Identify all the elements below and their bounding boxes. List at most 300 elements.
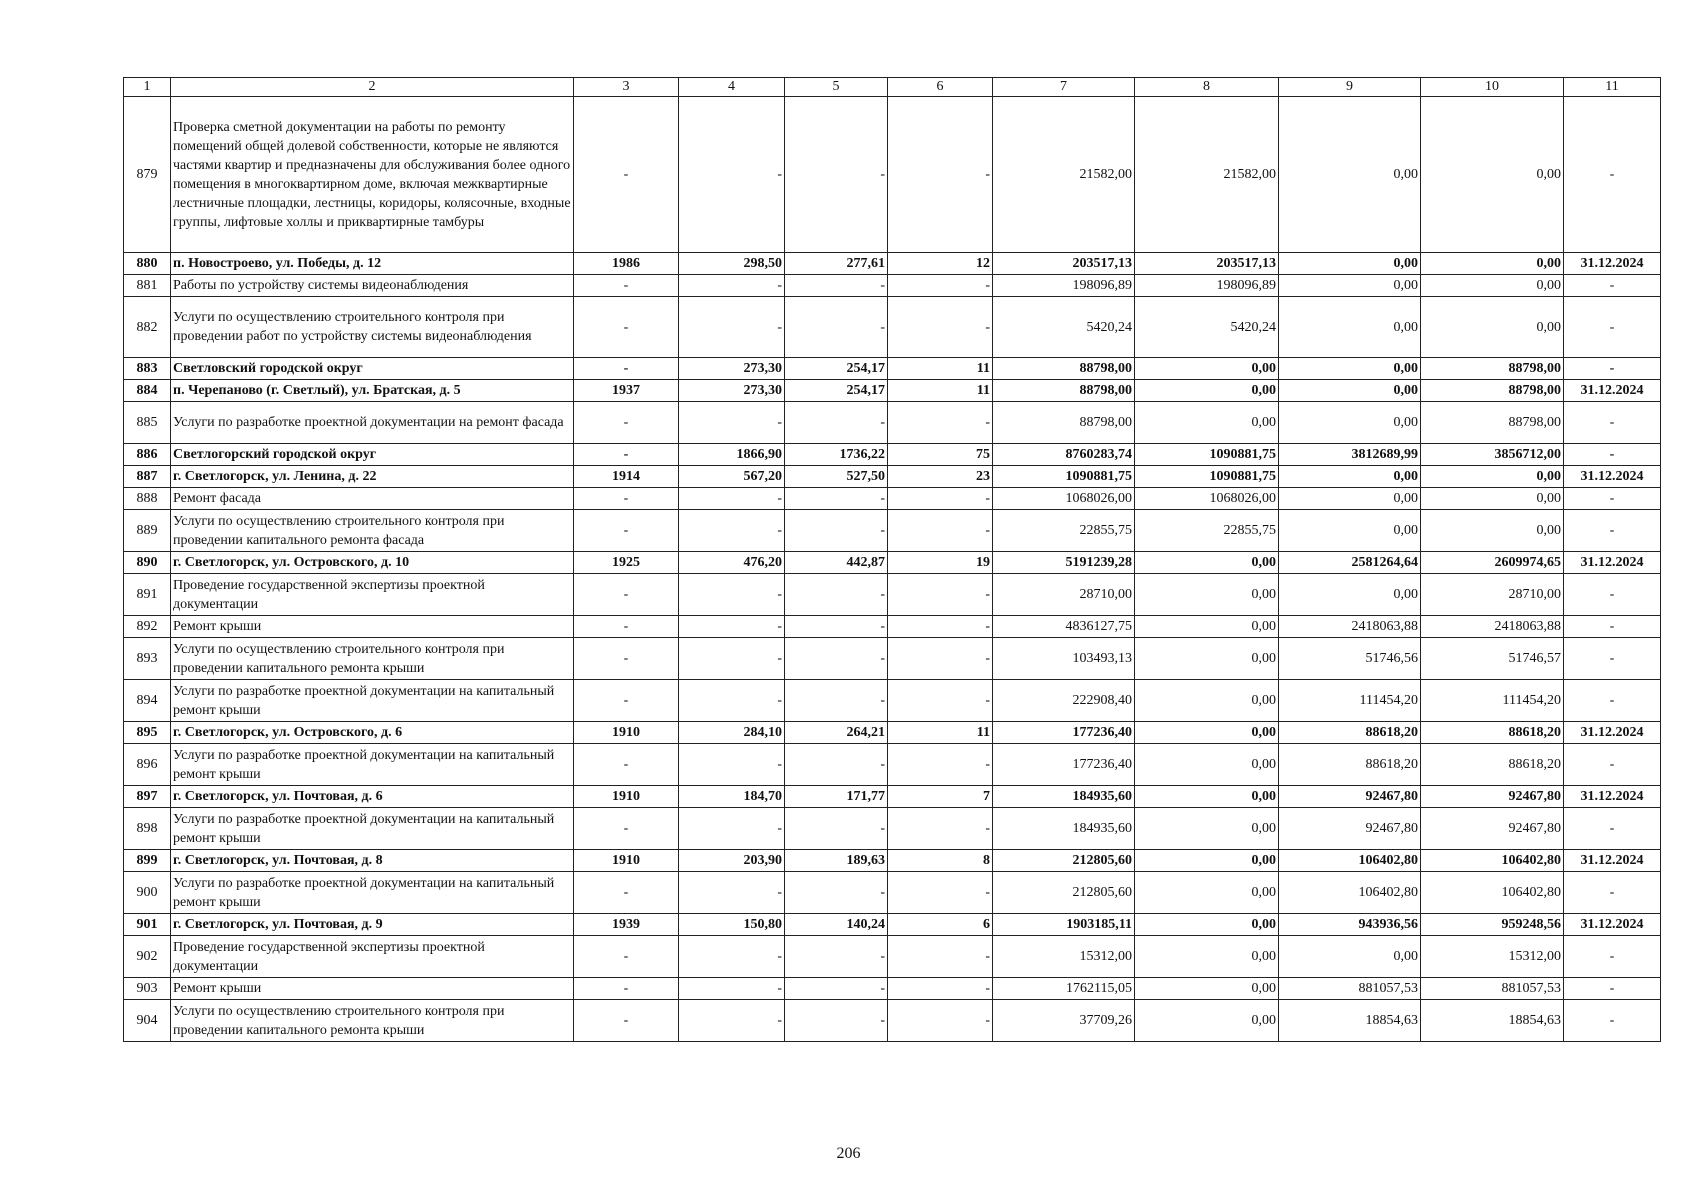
row-number-cell: 902 bbox=[124, 936, 171, 978]
cost-col9-cell: 18854,63 bbox=[1279, 1000, 1421, 1042]
deadline-cell: 31.12.2024 bbox=[1564, 380, 1661, 402]
deadline-cell: - bbox=[1564, 680, 1661, 722]
area-total-cell: 184,70 bbox=[679, 786, 785, 808]
cost-total-cell: 177236,40 bbox=[993, 744, 1135, 786]
residents-cell: - bbox=[888, 97, 993, 253]
area-total-cell: - bbox=[679, 402, 785, 444]
cost-col9-cell: 0,00 bbox=[1279, 936, 1421, 978]
deadline-cell: - bbox=[1564, 358, 1661, 380]
cost-col10-cell: 18854,63 bbox=[1421, 1000, 1564, 1042]
deadline-cell: 31.12.2024 bbox=[1564, 850, 1661, 872]
column-number-header: 10 bbox=[1421, 78, 1564, 97]
cost-col8-cell: 0,00 bbox=[1135, 552, 1279, 574]
description-cell: г. Светлогорск, ул. Островского, д. 6 bbox=[171, 722, 574, 744]
cost-total-cell: 5420,24 bbox=[993, 297, 1135, 358]
area-living-cell: - bbox=[785, 275, 888, 297]
table-row bbox=[124, 380, 1661, 402]
cost-col8-cell: 0,00 bbox=[1135, 786, 1279, 808]
year-cell: - bbox=[574, 616, 679, 638]
area-total-cell: - bbox=[679, 1000, 785, 1042]
residents-cell: - bbox=[888, 488, 993, 510]
cost-col9-cell: 3812689,99 bbox=[1279, 444, 1421, 466]
year-cell: - bbox=[574, 638, 679, 680]
cost-col9-cell: 943936,56 bbox=[1279, 914, 1421, 936]
area-total-cell: 298,50 bbox=[679, 253, 785, 275]
cost-col10-cell: 0,00 bbox=[1421, 510, 1564, 552]
cost-col8-cell: 22855,75 bbox=[1135, 510, 1279, 552]
cost-col10-cell: 2418063,88 bbox=[1421, 616, 1564, 638]
cost-col8-cell: 21582,00 bbox=[1135, 97, 1279, 253]
deadline-cell: - bbox=[1564, 444, 1661, 466]
deadline-cell: 31.12.2024 bbox=[1564, 786, 1661, 808]
cost-col10-cell: 0,00 bbox=[1421, 275, 1564, 297]
cost-col9-cell: 0,00 bbox=[1279, 275, 1421, 297]
cost-col8-cell: 203517,13 bbox=[1135, 253, 1279, 275]
table-row bbox=[124, 786, 1661, 808]
cost-col8-cell: 0,00 bbox=[1135, 722, 1279, 744]
cost-col10-cell: 106402,80 bbox=[1421, 872, 1564, 914]
description-cell: Проведение государственной экспертизы проектной документации bbox=[171, 574, 574, 616]
area-total-cell: - bbox=[679, 808, 785, 850]
description-cell: Услуги по осуществлению строительного контроля при проведении капитального ремонта крыши bbox=[171, 1000, 574, 1042]
residents-cell: - bbox=[888, 744, 993, 786]
area-living-cell: 171,77 bbox=[785, 786, 888, 808]
cost-total-cell: 203517,13 bbox=[993, 253, 1135, 275]
area-living-cell: 527,50 bbox=[785, 466, 888, 488]
description-cell: г. Светлогорск, ул. Почтовая, д. 6 bbox=[171, 786, 574, 808]
table-row bbox=[124, 616, 1661, 638]
area-living-cell: 264,21 bbox=[785, 722, 888, 744]
deadline-cell: - bbox=[1564, 510, 1661, 552]
column-number-header: 4 bbox=[679, 78, 785, 97]
cost-col10-cell: 88798,00 bbox=[1421, 380, 1564, 402]
area-living-cell: - bbox=[785, 616, 888, 638]
deadline-cell: - bbox=[1564, 744, 1661, 786]
row-number-cell: 895 bbox=[124, 722, 171, 744]
row-number-cell: 896 bbox=[124, 744, 171, 786]
area-living-cell: 254,17 bbox=[785, 380, 888, 402]
deadline-cell: 31.12.2024 bbox=[1564, 552, 1661, 574]
area-living-cell: - bbox=[785, 744, 888, 786]
deadline-cell: - bbox=[1564, 808, 1661, 850]
cost-col10-cell: 106402,80 bbox=[1421, 850, 1564, 872]
cost-total-cell: 1090881,75 bbox=[993, 466, 1135, 488]
deadline-cell: 31.12.2024 bbox=[1564, 466, 1661, 488]
column-number-header: 1 bbox=[124, 78, 171, 97]
residents-cell: - bbox=[888, 872, 993, 914]
cost-col10-cell: 0,00 bbox=[1421, 488, 1564, 510]
row-number-cell: 885 bbox=[124, 402, 171, 444]
deadline-cell: - bbox=[1564, 872, 1661, 914]
row-number-cell: 897 bbox=[124, 786, 171, 808]
deadline-cell: - bbox=[1564, 402, 1661, 444]
cost-col10-cell: 0,00 bbox=[1421, 466, 1564, 488]
row-number-cell: 892 bbox=[124, 616, 171, 638]
table-row bbox=[124, 402, 1661, 444]
description-cell: Проведение государственной экспертизы проектной документации bbox=[171, 936, 574, 978]
cost-col10-cell: 88618,20 bbox=[1421, 722, 1564, 744]
description-cell: п. Черепаново (г. Светлый), ул. Братская, д. 5 bbox=[171, 380, 574, 402]
cost-col10-cell: 2609974,65 bbox=[1421, 552, 1564, 574]
cost-total-cell: 4836127,75 bbox=[993, 616, 1135, 638]
deadline-cell: - bbox=[1564, 488, 1661, 510]
residents-cell: 11 bbox=[888, 358, 993, 380]
description-cell: Услуги по разработке проектной документации на ремонт фасада bbox=[171, 402, 574, 444]
cost-col8-cell: 0,00 bbox=[1135, 744, 1279, 786]
row-number-cell: 904 bbox=[124, 1000, 171, 1042]
area-living-cell: - bbox=[785, 297, 888, 358]
cost-col10-cell: 92467,80 bbox=[1421, 808, 1564, 850]
row-number-cell: 901 bbox=[124, 914, 171, 936]
cost-total-cell: 88798,00 bbox=[993, 358, 1135, 380]
area-living-cell: 1736,22 bbox=[785, 444, 888, 466]
residents-cell: 19 bbox=[888, 552, 993, 574]
area-total-cell: - bbox=[679, 275, 785, 297]
cost-col9-cell: 111454,20 bbox=[1279, 680, 1421, 722]
cost-col10-cell: 88798,00 bbox=[1421, 358, 1564, 380]
row-number-cell: 893 bbox=[124, 638, 171, 680]
area-living-cell: - bbox=[785, 97, 888, 253]
year-cell: 1910 bbox=[574, 850, 679, 872]
cost-total-cell: 1068026,00 bbox=[993, 488, 1135, 510]
deadline-cell: - bbox=[1564, 616, 1661, 638]
area-total-cell: 476,20 bbox=[679, 552, 785, 574]
cost-col10-cell: 51746,57 bbox=[1421, 638, 1564, 680]
deadline-cell: 31.12.2024 bbox=[1564, 722, 1661, 744]
area-living-cell: - bbox=[785, 574, 888, 616]
cost-col9-cell: 92467,80 bbox=[1279, 808, 1421, 850]
description-cell: Проверка сметной документации на работы по ремонту помещений общей долевой собственности, которые не являются частями квартир и предназначены для обслуживания более одного помещения в многоквартирном доме, включая межквартирные лестничные площадки, лестницы, коридоры, колясочные, входные группы, лифтовые холлы и приквартирные тамбуры bbox=[171, 97, 574, 253]
area-living-cell: 140,24 bbox=[785, 914, 888, 936]
area-total-cell: 284,10 bbox=[679, 722, 785, 744]
cost-col9-cell: 0,00 bbox=[1279, 97, 1421, 253]
area-total-cell: - bbox=[679, 488, 785, 510]
column-number-header: 11 bbox=[1564, 78, 1661, 97]
cost-col9-cell: 0,00 bbox=[1279, 574, 1421, 616]
cost-col10-cell: 0,00 bbox=[1421, 97, 1564, 253]
column-number-header: 8 bbox=[1135, 78, 1279, 97]
cost-col10-cell: 92467,80 bbox=[1421, 786, 1564, 808]
table-row bbox=[124, 552, 1661, 574]
cost-col10-cell: 88798,00 bbox=[1421, 402, 1564, 444]
cost-col8-cell: 0,00 bbox=[1135, 914, 1279, 936]
table-row bbox=[124, 936, 1661, 978]
cost-col9-cell: 0,00 bbox=[1279, 380, 1421, 402]
cost-col9-cell: 881057,53 bbox=[1279, 978, 1421, 1000]
cost-col8-cell: 0,00 bbox=[1135, 574, 1279, 616]
column-number-header-row bbox=[124, 78, 1661, 97]
cost-col9-cell: 106402,80 bbox=[1279, 850, 1421, 872]
cost-col9-cell: 0,00 bbox=[1279, 253, 1421, 275]
year-cell: - bbox=[574, 808, 679, 850]
row-number-cell: 890 bbox=[124, 552, 171, 574]
residents-cell: - bbox=[888, 616, 993, 638]
cost-total-cell: 198096,89 bbox=[993, 275, 1135, 297]
area-living-cell: - bbox=[785, 936, 888, 978]
cost-total-cell: 212805,60 bbox=[993, 850, 1135, 872]
table-row bbox=[124, 510, 1661, 552]
cost-total-cell: 21582,00 bbox=[993, 97, 1135, 253]
year-cell: - bbox=[574, 510, 679, 552]
residents-cell: 6 bbox=[888, 914, 993, 936]
description-cell: Услуги по осуществлению строительного контроля при проведении капитального ремонта крыши bbox=[171, 638, 574, 680]
table-row bbox=[124, 488, 1661, 510]
cost-col9-cell: 92467,80 bbox=[1279, 786, 1421, 808]
residents-cell: - bbox=[888, 936, 993, 978]
year-cell: - bbox=[574, 358, 679, 380]
table-row bbox=[124, 914, 1661, 936]
column-number-header: 6 bbox=[888, 78, 993, 97]
description-cell: г. Светлогорск, ул. Островского, д. 10 bbox=[171, 552, 574, 574]
cost-col9-cell: 2581264,64 bbox=[1279, 552, 1421, 574]
cost-col9-cell: 0,00 bbox=[1279, 402, 1421, 444]
cost-total-cell: 1762115,05 bbox=[993, 978, 1135, 1000]
cost-col10-cell: 0,00 bbox=[1421, 297, 1564, 358]
area-living-cell: - bbox=[785, 872, 888, 914]
cost-col10-cell: 88618,20 bbox=[1421, 744, 1564, 786]
residents-cell: - bbox=[888, 275, 993, 297]
year-cell: - bbox=[574, 1000, 679, 1042]
area-total-cell: - bbox=[679, 574, 785, 616]
area-total-cell: - bbox=[679, 510, 785, 552]
area-living-cell: 254,17 bbox=[785, 358, 888, 380]
description-cell: Услуги по разработке проектной документации на капитальный ремонт крыши bbox=[171, 872, 574, 914]
area-total-cell: 273,30 bbox=[679, 358, 785, 380]
residents-cell: 11 bbox=[888, 380, 993, 402]
residents-cell: 75 bbox=[888, 444, 993, 466]
residents-cell: 11 bbox=[888, 722, 993, 744]
cost-col9-cell: 106402,80 bbox=[1279, 872, 1421, 914]
cost-total-cell: 28710,00 bbox=[993, 574, 1135, 616]
table-row bbox=[124, 444, 1661, 466]
row-number-cell: 880 bbox=[124, 253, 171, 275]
year-cell: - bbox=[574, 574, 679, 616]
residents-cell: 12 bbox=[888, 253, 993, 275]
row-number-cell: 899 bbox=[124, 850, 171, 872]
residents-cell: - bbox=[888, 680, 993, 722]
area-living-cell: - bbox=[785, 978, 888, 1000]
cost-total-cell: 88798,00 bbox=[993, 380, 1135, 402]
deadline-cell: 31.12.2024 bbox=[1564, 914, 1661, 936]
column-number-header: 7 bbox=[993, 78, 1135, 97]
description-cell: г. Светлогорск, ул. Ленина, д. 22 bbox=[171, 466, 574, 488]
area-total-cell: 203,90 bbox=[679, 850, 785, 872]
cost-col10-cell: 111454,20 bbox=[1421, 680, 1564, 722]
cost-total-cell: 184935,60 bbox=[993, 808, 1135, 850]
year-cell: 1925 bbox=[574, 552, 679, 574]
cost-total-cell: 1903185,11 bbox=[993, 914, 1135, 936]
cost-col10-cell: 3856712,00 bbox=[1421, 444, 1564, 466]
cost-col8-cell: 0,00 bbox=[1135, 1000, 1279, 1042]
year-cell: - bbox=[574, 275, 679, 297]
deadline-cell: - bbox=[1564, 574, 1661, 616]
table-row bbox=[124, 808, 1661, 850]
cost-col9-cell: 0,00 bbox=[1279, 488, 1421, 510]
deadline-cell: - bbox=[1564, 638, 1661, 680]
cost-col8-cell: 5420,24 bbox=[1135, 297, 1279, 358]
cost-col8-cell: 0,00 bbox=[1135, 638, 1279, 680]
cost-total-cell: 212805,60 bbox=[993, 872, 1135, 914]
area-total-cell: 567,20 bbox=[679, 466, 785, 488]
cost-col9-cell: 88618,20 bbox=[1279, 722, 1421, 744]
area-total-cell: - bbox=[679, 872, 785, 914]
year-cell: - bbox=[574, 488, 679, 510]
table-row bbox=[124, 275, 1661, 297]
description-cell: Услуги по разработке проектной документации на капитальный ремонт крыши bbox=[171, 808, 574, 850]
year-cell: - bbox=[574, 872, 679, 914]
area-living-cell: 442,87 bbox=[785, 552, 888, 574]
row-number-cell: 887 bbox=[124, 466, 171, 488]
cost-col8-cell: 1068026,00 bbox=[1135, 488, 1279, 510]
description-cell: Услуги по осуществлению строительного контроля при проведении капитального ремонта фасада bbox=[171, 510, 574, 552]
table-row bbox=[124, 744, 1661, 786]
year-cell: 1939 bbox=[574, 914, 679, 936]
table-row bbox=[124, 253, 1661, 275]
cost-col9-cell: 2418063,88 bbox=[1279, 616, 1421, 638]
deadline-cell: - bbox=[1564, 936, 1661, 978]
area-living-cell: 189,63 bbox=[785, 850, 888, 872]
deadline-cell: - bbox=[1564, 97, 1661, 253]
description-cell: Работы по устройству системы видеонаблюдения bbox=[171, 275, 574, 297]
row-number-cell: 886 bbox=[124, 444, 171, 466]
cost-col9-cell: 51746,56 bbox=[1279, 638, 1421, 680]
residents-cell: 7 bbox=[888, 786, 993, 808]
area-total-cell: - bbox=[679, 744, 785, 786]
description-cell: Услуги по разработке проектной документации на капитальный ремонт крыши bbox=[171, 680, 574, 722]
cost-total-cell: 5191239,28 bbox=[993, 552, 1135, 574]
year-cell: - bbox=[574, 444, 679, 466]
cost-col8-cell: 0,00 bbox=[1135, 380, 1279, 402]
description-cell: Услуги по осуществлению строительного контроля при проведении работ по устройству системы видеонаблюдения bbox=[171, 297, 574, 358]
table-row bbox=[124, 297, 1661, 358]
year-cell: - bbox=[574, 97, 679, 253]
area-living-cell: - bbox=[785, 510, 888, 552]
deadline-cell: - bbox=[1564, 978, 1661, 1000]
year-cell: 1937 bbox=[574, 380, 679, 402]
description-cell: Светлогорский городской округ bbox=[171, 444, 574, 466]
cost-col9-cell: 0,00 bbox=[1279, 510, 1421, 552]
cost-col8-cell: 0,00 bbox=[1135, 850, 1279, 872]
residents-cell: - bbox=[888, 638, 993, 680]
description-cell: Светловский городской округ bbox=[171, 358, 574, 380]
cost-col8-cell: 0,00 bbox=[1135, 808, 1279, 850]
row-number-cell: 883 bbox=[124, 358, 171, 380]
deadline-cell: 31.12.2024 bbox=[1564, 253, 1661, 275]
table-row bbox=[124, 97, 1661, 253]
cost-total-cell: 37709,26 bbox=[993, 1000, 1135, 1042]
area-living-cell: 277,61 bbox=[785, 253, 888, 275]
cost-col10-cell: 0,00 bbox=[1421, 253, 1564, 275]
row-number-cell: 879 bbox=[124, 97, 171, 253]
deadline-cell: - bbox=[1564, 275, 1661, 297]
cost-total-cell: 222908,40 bbox=[993, 680, 1135, 722]
row-number-cell: 903 bbox=[124, 978, 171, 1000]
description-cell: г. Светлогорск, ул. Почтовая, д. 8 bbox=[171, 850, 574, 872]
table-row bbox=[124, 466, 1661, 488]
area-living-cell: - bbox=[785, 1000, 888, 1042]
table-row bbox=[124, 638, 1661, 680]
area-total-cell: 1866,90 bbox=[679, 444, 785, 466]
area-living-cell: - bbox=[785, 808, 888, 850]
table-row bbox=[124, 722, 1661, 744]
description-cell: г. Светлогорск, ул. Почтовая, д. 9 bbox=[171, 914, 574, 936]
residents-cell: 8 bbox=[888, 850, 993, 872]
year-cell: 1986 bbox=[574, 253, 679, 275]
cost-col10-cell: 15312,00 bbox=[1421, 936, 1564, 978]
cost-col8-cell: 0,00 bbox=[1135, 978, 1279, 1000]
table-row bbox=[124, 872, 1661, 914]
page-number: 206 bbox=[836, 1145, 861, 1162]
row-number-cell: 894 bbox=[124, 680, 171, 722]
year-cell: - bbox=[574, 680, 679, 722]
cost-col8-cell: 0,00 bbox=[1135, 872, 1279, 914]
cost-col8-cell: 0,00 bbox=[1135, 358, 1279, 380]
area-living-cell: - bbox=[785, 402, 888, 444]
year-cell: - bbox=[574, 297, 679, 358]
area-total-cell: - bbox=[679, 936, 785, 978]
area-living-cell: - bbox=[785, 638, 888, 680]
capital-repair-table bbox=[123, 77, 1661, 1042]
cost-col8-cell: 1090881,75 bbox=[1135, 444, 1279, 466]
area-total-cell: 150,80 bbox=[679, 914, 785, 936]
column-number-header: 9 bbox=[1279, 78, 1421, 97]
year-cell: 1914 bbox=[574, 466, 679, 488]
deadline-cell: - bbox=[1564, 297, 1661, 358]
description-cell: Ремонт фасада bbox=[171, 488, 574, 510]
row-number-cell: 888 bbox=[124, 488, 171, 510]
cost-total-cell: 184935,60 bbox=[993, 786, 1135, 808]
cost-col9-cell: 0,00 bbox=[1279, 297, 1421, 358]
row-number-cell: 882 bbox=[124, 297, 171, 358]
year-cell: - bbox=[574, 978, 679, 1000]
cost-col8-cell: 0,00 bbox=[1135, 680, 1279, 722]
cost-col9-cell: 88618,20 bbox=[1279, 744, 1421, 786]
cost-total-cell: 88798,00 bbox=[993, 402, 1135, 444]
area-total-cell: - bbox=[679, 297, 785, 358]
cost-col8-cell: 1090881,75 bbox=[1135, 466, 1279, 488]
residents-cell: 23 bbox=[888, 466, 993, 488]
cost-total-cell: 8760283,74 bbox=[993, 444, 1135, 466]
cost-col9-cell: 0,00 bbox=[1279, 466, 1421, 488]
table-row bbox=[124, 1000, 1661, 1042]
cost-total-cell: 177236,40 bbox=[993, 722, 1135, 744]
residents-cell: - bbox=[888, 978, 993, 1000]
column-number-header: 3 bbox=[574, 78, 679, 97]
residents-cell: - bbox=[888, 402, 993, 444]
row-number-cell: 881 bbox=[124, 275, 171, 297]
residents-cell: - bbox=[888, 574, 993, 616]
row-number-cell: 898 bbox=[124, 808, 171, 850]
cost-col10-cell: 959248,56 bbox=[1421, 914, 1564, 936]
area-total-cell: - bbox=[679, 978, 785, 1000]
year-cell: - bbox=[574, 744, 679, 786]
area-total-cell: - bbox=[679, 616, 785, 638]
residents-cell: - bbox=[888, 808, 993, 850]
table-row bbox=[124, 850, 1661, 872]
residents-cell: - bbox=[888, 510, 993, 552]
year-cell: 1910 bbox=[574, 722, 679, 744]
row-number-cell: 884 bbox=[124, 380, 171, 402]
cost-col8-cell: 0,00 bbox=[1135, 402, 1279, 444]
year-cell: - bbox=[574, 402, 679, 444]
column-number-header: 2 bbox=[171, 78, 574, 97]
description-cell: Услуги по разработке проектной документации на капитальный ремонт крыши bbox=[171, 744, 574, 786]
area-total-cell: - bbox=[679, 638, 785, 680]
table-row bbox=[124, 574, 1661, 616]
cost-col9-cell: 0,00 bbox=[1279, 358, 1421, 380]
row-number-cell: 891 bbox=[124, 574, 171, 616]
area-living-cell: - bbox=[785, 488, 888, 510]
